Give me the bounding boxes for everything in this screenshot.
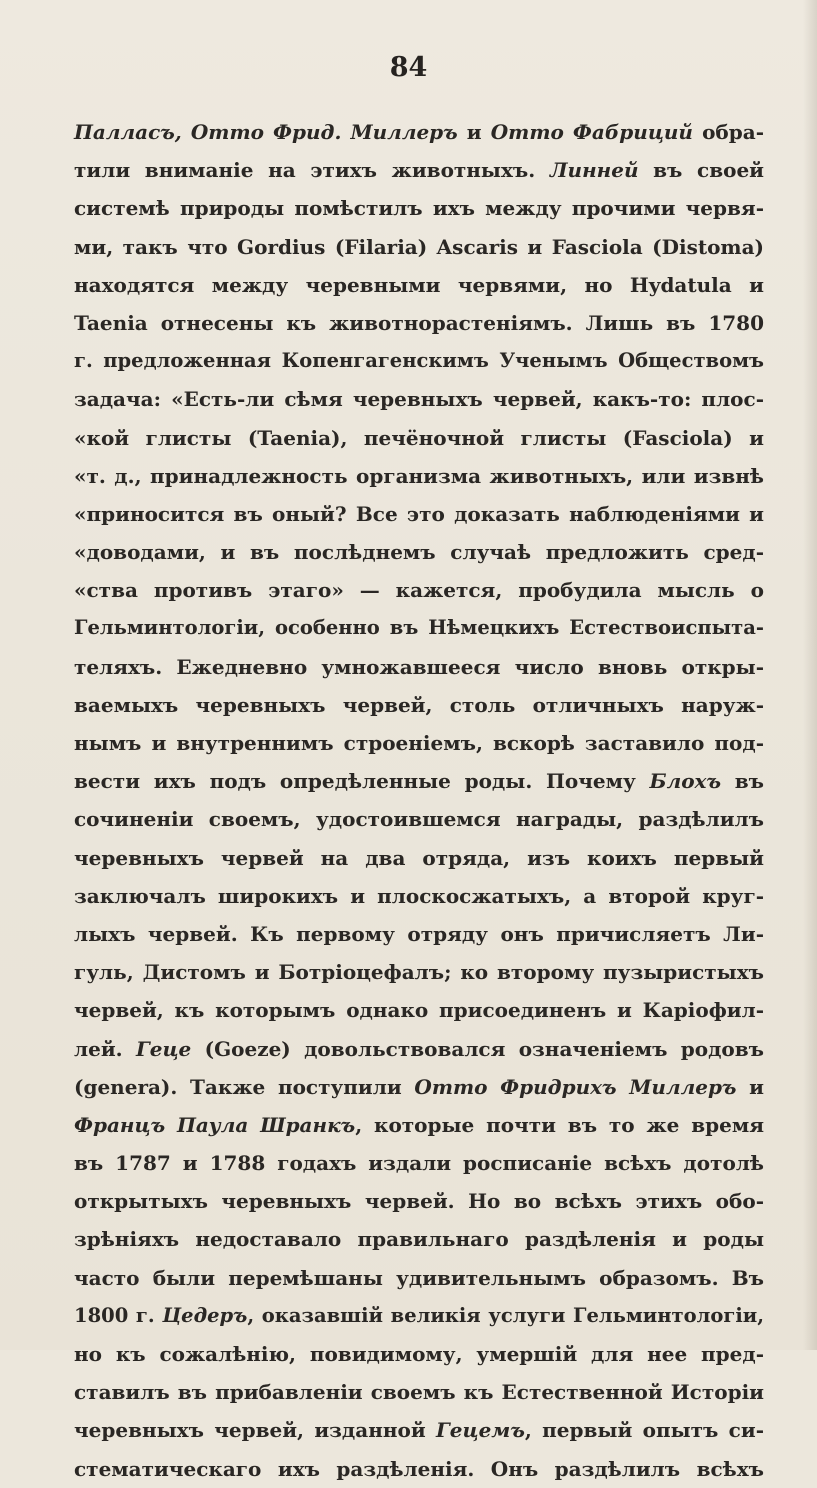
text-segment: зрѣніяхъ недоставало правильнаго раздѣленія и роды: [74, 1227, 764, 1252]
text-segment: 1800 г.: [74, 1303, 163, 1327]
text-line: [74, 151, 764, 189]
text-line: [74, 762, 764, 800]
text-segment: «т. д., принадлежность организма животныхъ, или извнѣ: [74, 463, 764, 488]
text-segment: черевныхъ червей на два отряда, изъ коихъ первый: [74, 845, 764, 870]
text-line: [74, 419, 764, 457]
text-line: [74, 495, 764, 533]
text-segment: «ства противъ этаго» — кажется, пробудила мысль о: [74, 578, 764, 603]
text-segment: тили вниманіе на этихъ животныхъ.: [74, 158, 550, 183]
text-line: [74, 571, 764, 609]
text-segment: лей.: [74, 1036, 136, 1061]
text-line: [74, 113, 764, 151]
text-line: [74, 1068, 764, 1106]
text-segment: , оказавшій великія услуги Гельминтологіи,: [247, 1303, 764, 1327]
text-line: [74, 1259, 764, 1297]
text-segment: , первый опытъ си-: [524, 1418, 764, 1443]
text-segment: Taenia отнесены къ животнорастеніямъ. Лишь въ 1780: [74, 310, 764, 335]
italic-name-segment: Францъ Паула Шранкъ: [74, 1112, 356, 1137]
text-line: [74, 991, 764, 1029]
body-text: [74, 113, 764, 1488]
italic-name-segment: Палласъ, Отто Фрид. Миллеръ: [74, 120, 458, 144]
text-line: [74, 1373, 764, 1411]
text-line: [74, 724, 764, 762]
text-line: [74, 533, 764, 571]
text-line: [74, 1411, 764, 1449]
text-segment: часто были перемѣшаны удивительнымъ образомъ. Въ: [74, 1265, 764, 1290]
text-segment: системѣ природы помѣстилъ ихъ между прочими червя-: [74, 196, 764, 221]
italic-name-segment: Геце: [135, 1036, 192, 1061]
text-line: [74, 1182, 764, 1220]
text-segment: открытыхъ черевныхъ червей. Но во всѣхъ этихъ обо-: [74, 1189, 764, 1214]
text-segment: ваемыхъ черевныхъ червей, столь отличныхъ наруж-: [74, 692, 764, 717]
text-line: [74, 342, 764, 380]
text-segment: черевныхъ червей, изданной: [74, 1418, 436, 1443]
text-line: [74, 953, 764, 991]
text-line: [74, 189, 764, 227]
text-segment: ми, такъ что Gordius (Filaria) Ascaris и Fasciola (Distoma): [74, 234, 764, 259]
text-line: [74, 1335, 764, 1373]
text-line: [74, 1030, 764, 1068]
text-line: [74, 1220, 764, 1258]
text-segment: въ своей: [638, 158, 765, 183]
text-line: [74, 648, 764, 686]
text-line: [74, 380, 764, 418]
italic-name-segment: Блохъ: [649, 769, 722, 794]
text-segment: въ: [721, 769, 764, 794]
text-line: [74, 800, 764, 838]
text-segment: червей, къ которымъ однако присоединенъ и Каріофил-: [74, 998, 764, 1023]
text-segment: «доводами, и въ послѣднемъ случаѣ предложить сред-: [74, 540, 764, 565]
text-line: [74, 877, 764, 915]
text-segment: находятся между черевными червями, но Hydatula и: [74, 272, 764, 297]
text-segment: «приносится въ оный? Все это доказать наблюденіями и: [74, 501, 764, 526]
text-segment: вести ихъ подъ опредѣленные роды. Почему: [74, 769, 650, 794]
text-segment: и: [457, 120, 491, 144]
text-segment: заключалъ широкихъ и плоскосжатыхъ, а второй круг-: [74, 883, 764, 908]
text-segment: сочиненіи своемъ, удостоившемся награды, раздѣлилъ: [74, 807, 764, 832]
text-line: [74, 1450, 764, 1488]
italic-name-segment: Отто Фридрихъ Миллеръ: [414, 1074, 737, 1099]
text-segment: теляхъ. Ежедневно умножавшееся число вновь откры-: [74, 654, 764, 679]
text-line: [74, 686, 764, 724]
text-segment: Гельминтологіи, особенно въ Нѣмецкихъ Естествоиспыта-: [74, 616, 764, 640]
text-segment: задача: «Есть-ли сѣмя черевныхъ червей, какъ-то: плос-: [74, 387, 764, 412]
text-segment: ставилъ въ прибавленіи своемъ къ Естественной Исторіи: [74, 1380, 764, 1405]
text-line: [74, 1144, 764, 1182]
text-segment: обра-: [692, 120, 765, 144]
text-segment: (Goeze) довольствовался означеніемъ родовъ: [191, 1036, 764, 1061]
text-segment: «кой глисты (Taenia), печёночной глисты (Fasciola) и: [74, 425, 764, 450]
text-line: [74, 609, 764, 647]
text-line: [74, 304, 764, 342]
text-segment: лыхъ червей. Къ первому отряду онъ причисляетъ Ли-: [74, 921, 764, 946]
text-segment: нымъ и внутреннимъ строеніемъ, вскорѣ заставило под-: [74, 731, 764, 755]
text-line: [74, 457, 764, 495]
text-line: [74, 266, 764, 304]
text-line: [74, 228, 764, 266]
text-segment: и: [736, 1074, 765, 1099]
page-number: 84: [389, 52, 428, 83]
text-segment: гуль, Дистомъ и Ботріоцефалъ; ко второму пузыристыхъ: [74, 960, 764, 985]
text-segment: г. предложенная Копенгагенскимъ Ученымъ Обществомъ: [74, 349, 764, 373]
text-segment: но къ сожалѣнію, повидимому, умершій для нее пред-: [74, 1342, 764, 1366]
italic-name-segment: Линней: [549, 158, 639, 183]
text-segment: , которые почти въ то же время: [355, 1112, 764, 1137]
text-line: [74, 1106, 764, 1144]
text-segment: въ 1787 и 1788 годахъ издали росписаніе всѣхъ дотолѣ: [74, 1151, 764, 1176]
text-segment: стематическаго ихъ раздѣленія. Онъ раздѣлилъ всѣхъ: [74, 1456, 764, 1481]
italic-name-segment: Гецемъ: [435, 1418, 525, 1443]
text-line: [74, 839, 764, 877]
text-line: [74, 915, 764, 953]
italic-name-segment: Отто Фабриций: [490, 120, 693, 144]
italic-name-segment: Цедеръ: [162, 1303, 248, 1327]
text-segment: (genera). Также поступили: [74, 1074, 415, 1099]
text-line: [74, 1297, 764, 1335]
